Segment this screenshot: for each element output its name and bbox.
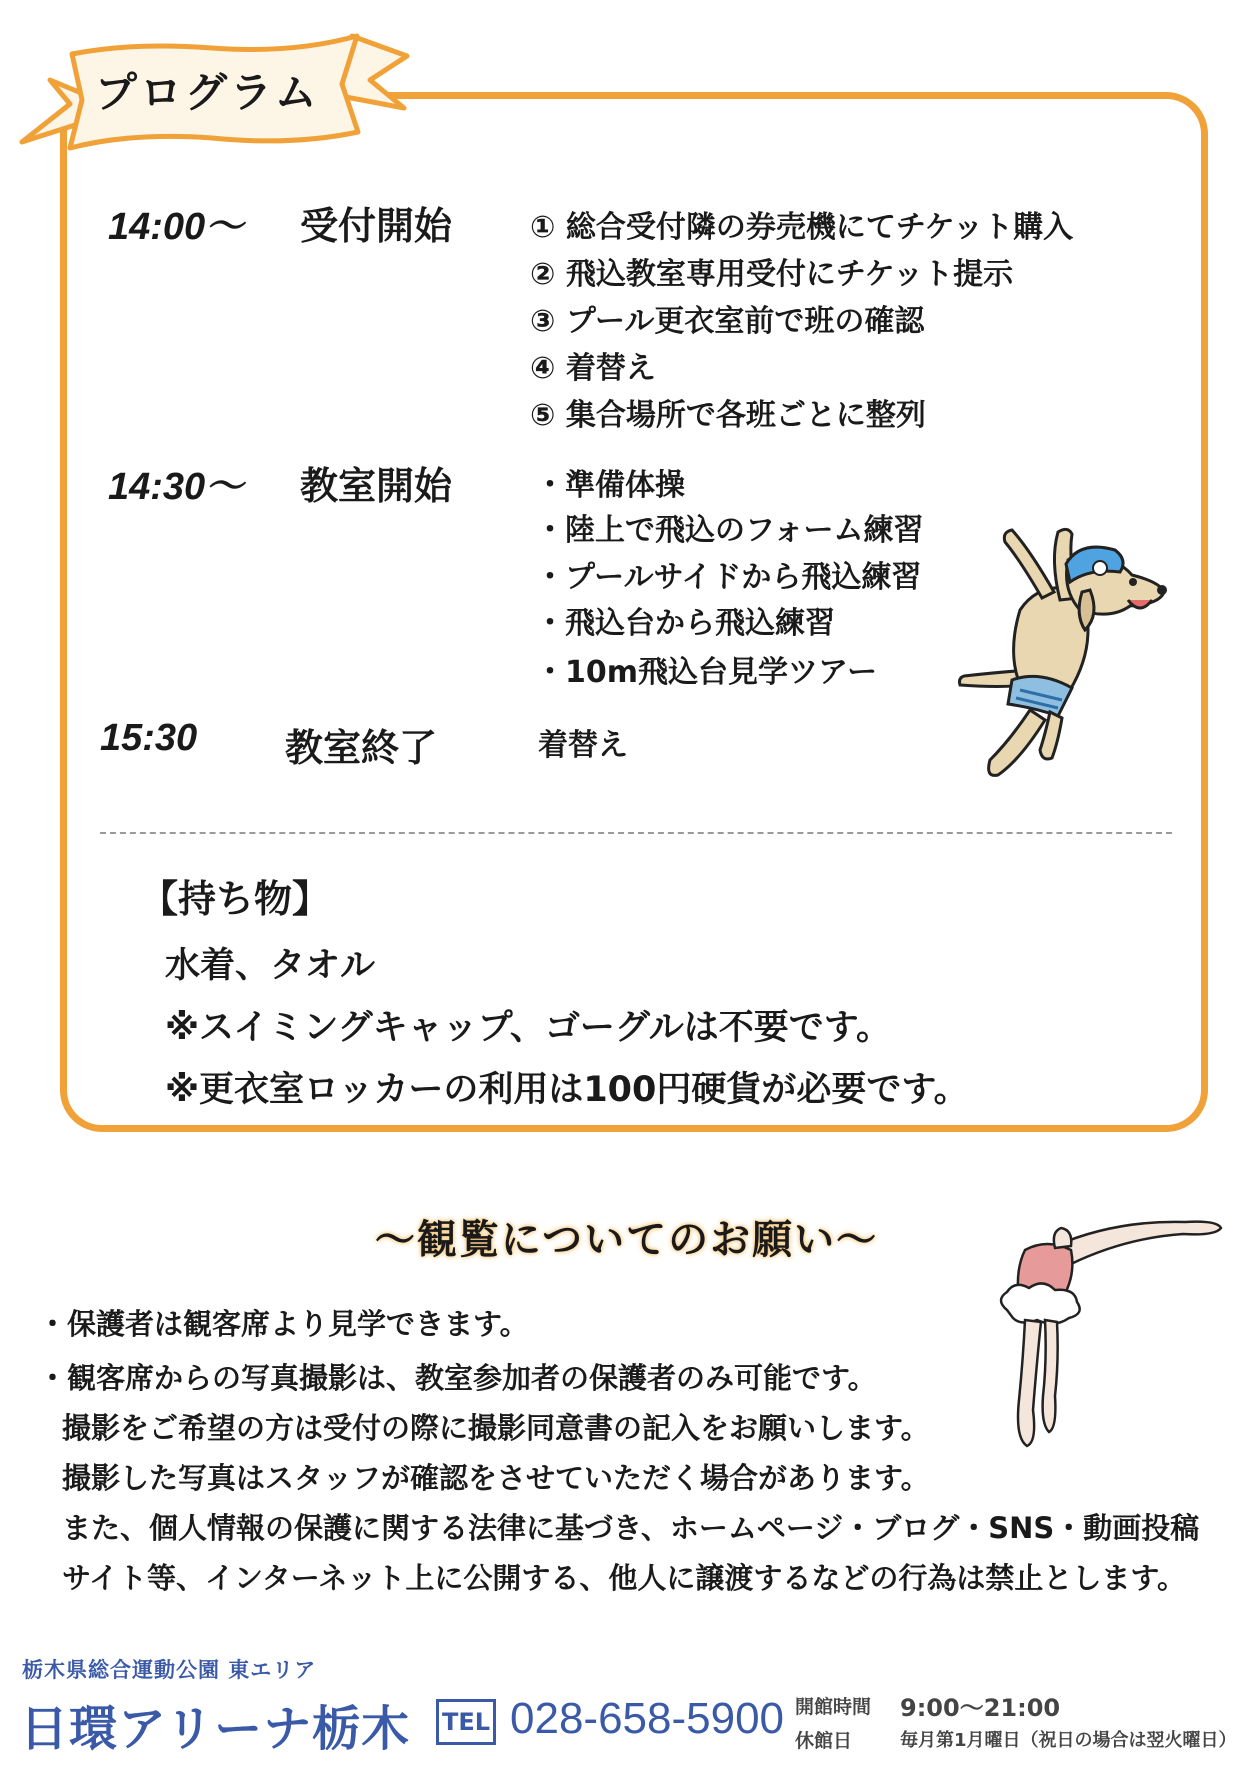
tel-label: TEL [436,1699,496,1745]
diver-woman-icon [985,1210,1230,1450]
request-line: 撮影した写真はスタッフが確認をさせていただく場合があります。 [62,1461,930,1495]
belonging-note: ※スイミングキャップ、ゴーグルは不要です。 [165,1008,891,1048]
request-line: ・保護者は観客席より見学できます。 [38,1307,529,1341]
step-item: ① 総合受付隣の券売機にてチケット購入 [530,210,1074,245]
activity-item: ・準備体操 [535,468,685,503]
event-class-end: 教室終了 [285,726,438,770]
belonging-item: 水着、タオル [165,946,376,986]
closed-value: 毎月第1月曜日（祝日の場合は翌火曜日） [900,1730,1237,1751]
request-line: サイト等、インターネット上に公開する、他人に譲渡するなどの行為は禁止とします。 [62,1561,1187,1595]
section-divider [100,832,1172,834]
activity-item: ・陸上で飛込のフォーム練習 [535,513,924,548]
hours-value: 9:00〜21:00 [900,1694,1061,1722]
phone-number[interactable]: 028-658-5900 [510,1694,785,1743]
activity-item: ・10m飛込台見学ツアー [535,655,878,690]
belonging-note: ※更衣室ロッカーの利用は100円硬貨が必要です。 [165,1070,969,1110]
time-1400: 14:00〜 [108,206,244,248]
request-line: また、個人情報の保護に関する法律に基づき、ホームページ・ブログ・SNS・動画投稿 [62,1511,1200,1545]
time-1530: 15:30 [100,717,198,759]
hours-label: 開館時間 [795,1696,872,1718]
belongings-heading: 【持ち物】 [140,877,331,921]
request-line: 撮影をご希望の方は受付の際に撮影同意書の記入をお願いします。 [62,1411,930,1445]
step-item: ③ プール更衣室前で班の確認 [530,304,925,339]
event-class-start: 教室開始 [300,464,453,508]
step-item: ② 飛込教室専用受付にチケット提示 [530,257,1014,292]
program-title: プログラム [95,68,320,117]
diving-dog-mascot-icon [950,520,1180,790]
step-item: ④ 着替え [530,351,656,386]
venue-name: 日環アリーナ栃木 [20,1701,411,1757]
closed-label: 休館日 [795,1730,853,1752]
time-1430: 14:30〜 [108,466,244,508]
footer-organization: 栃木県総合運動公園 東エリア [22,1658,317,1682]
activity-item: ・飛込台から飛込練習 [535,606,835,641]
step-item: ⑤ 集合場所で各班ごとに整列 [530,398,926,433]
event-reception: 受付開始 [300,204,453,248]
request-line: ・観客席からの写真撮影は、教室参加者の保護者のみ可能です。 [38,1361,877,1395]
activity-item: 着替え [538,728,628,763]
requests-title: 〜観覧についてのお願い〜 [374,1217,879,1263]
activity-item: ・プールサイドから飛込練習 [535,560,922,595]
